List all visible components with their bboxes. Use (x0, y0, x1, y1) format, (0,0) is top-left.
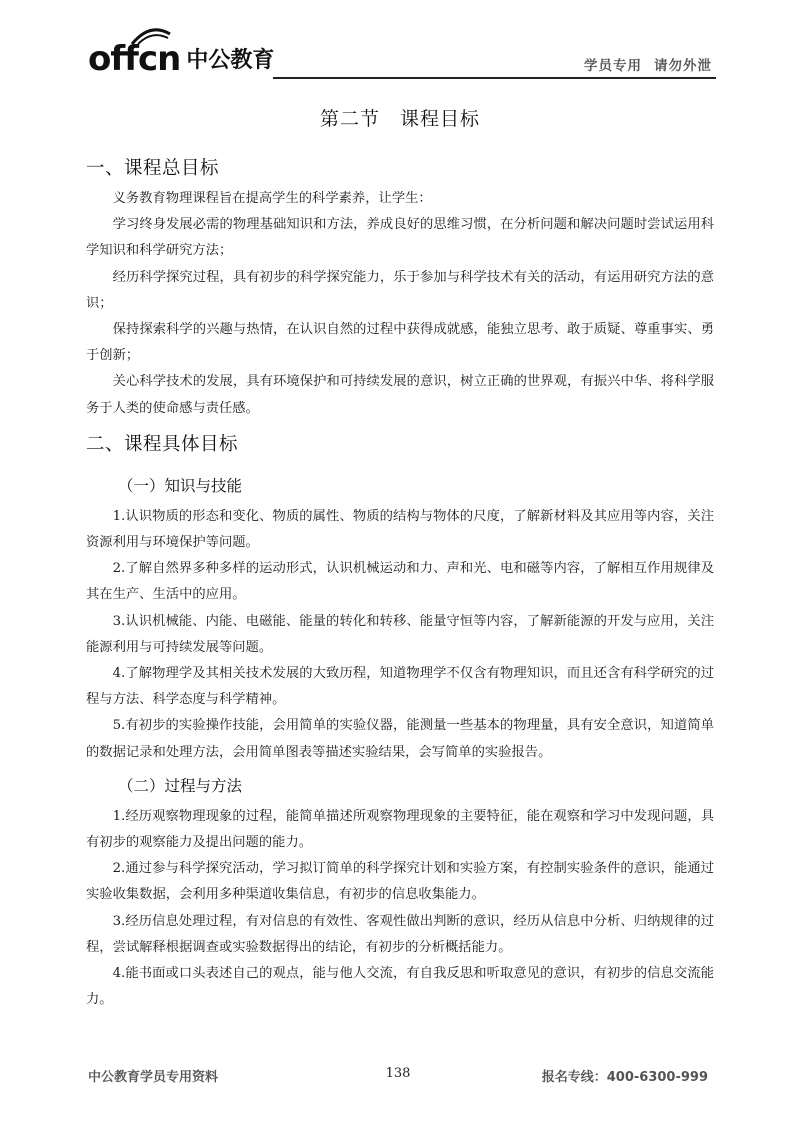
logo-arc-icon (128, 26, 172, 46)
page-footer (88, 1066, 708, 1090)
section-heading: 二、课程具体目标 (86, 433, 239, 455)
document-body (86, 152, 714, 1013)
page-title: 第二节 课程目标 (319, 108, 480, 130)
paragraph: 3.经历信息处理过程，有对信息的有效性、客观性做出判断的意识，经历从信息中分析、归纳规律的过程，尝试解释根据调查或实验数据得出的结论，有初步的分析概括能力。 (86, 913, 714, 955)
paragraph: 4.能书面或口头表述自己的观点，能与他人交流，有自我反思和听取意见的意识，有初步的信息交流能力。 (86, 966, 714, 1008)
note-right: 请勿外泄 (654, 58, 712, 74)
paragraph: 5.有初步的实验操作技能，会用简单的实验仪器，能测量一些基本的物理量，具有安全意识，知道简单的数据记录和处理方法，会用简单图表等描述实验结果，会写简单的实验报告。 (86, 718, 714, 760)
footer-hotline: 报名专线：400-6300-999 (541, 1070, 708, 1085)
logo-latin-text: offcn (88, 39, 181, 79)
subsection-heading: （一）知识与技能 (118, 476, 243, 495)
paragraph: 1.认识物质的形态和变化、物质的属性、物质的结构与物体的尺度，了解新材料及其应用等内容，关注资源利用与环境保护等问题。 (86, 508, 714, 551)
logo-cn-text: 中公教育 (186, 48, 275, 73)
page-header (88, 30, 716, 82)
paragraph: 保持探索科学的兴趣与热情，在认识自然的过程中获得成就感，能独立思考、敢于质疑、尊重事实、勇于创新； (86, 322, 714, 364)
paragraph: 义务教育物理课程旨在提高学生的科学素养，让学生： (112, 191, 432, 206)
paragraph: 学习终身发展必需的物理基础知识和方法，养成良好的思维习惯，在分析问题和解决问题时尝试运用科学知识和科学研究方法； (86, 217, 714, 259)
paragraph: 2.了解自然界多种多样的运动形式，认识机械运动和力、声和光、电和磁等内容，了解相互作用规律及其在生产、生活中的应用。 (86, 561, 714, 603)
paragraph: 1.经历观察物理现象的过程，能简单描述所观察物理现象的主要特征，能在观察和学习中发现问题，具有初步的观察能力及提出问题的能力。 (86, 808, 714, 851)
paragraph: 2.通过参与科学探究活动，学习拟订简单的科学探究计划和实验方案，有控制实验条件的意识，能通过实验收集数据，会利用多种渠道收集信息，有初步的信息收集能力。 (86, 861, 714, 903)
footer-label: 中公教育学员专用资料 (88, 1070, 219, 1085)
paragraph: 3.认识机械能、内能、电磁能、能量的转化和转移、能量守恒等内容，了解新能源的开发与应用，关注能源利用与可持续发展等问题。 (86, 613, 714, 655)
confidential-note (572, 54, 712, 74)
subsection-heading: （二）过程与方法 (118, 776, 243, 795)
header-divider (273, 77, 716, 79)
offcn-logo (88, 36, 275, 79)
note-left: 学员专用 (584, 58, 642, 74)
paragraph: 经历科学探究过程，具有初步的科学探究能力，乐于参加与科学技术有关的活动，有运用研究方法的意识； (86, 269, 714, 311)
paragraph: 关心科学技术的发展，具有环境保护和可持续发展的意识，树立正确的世界观，有振兴中华、将科学服务于人类的使命感与责任感。 (86, 374, 714, 416)
page-number: 138 (385, 1066, 411, 1081)
section-heading: 一、课程总目标 (86, 158, 220, 179)
paragraph: 4.了解物理学及其相关技术发展的大致历程，知道物理学不仅含有物理知识，而且还含有科学研究的过程与方法、科学态度与科学精神。 (86, 666, 714, 708)
